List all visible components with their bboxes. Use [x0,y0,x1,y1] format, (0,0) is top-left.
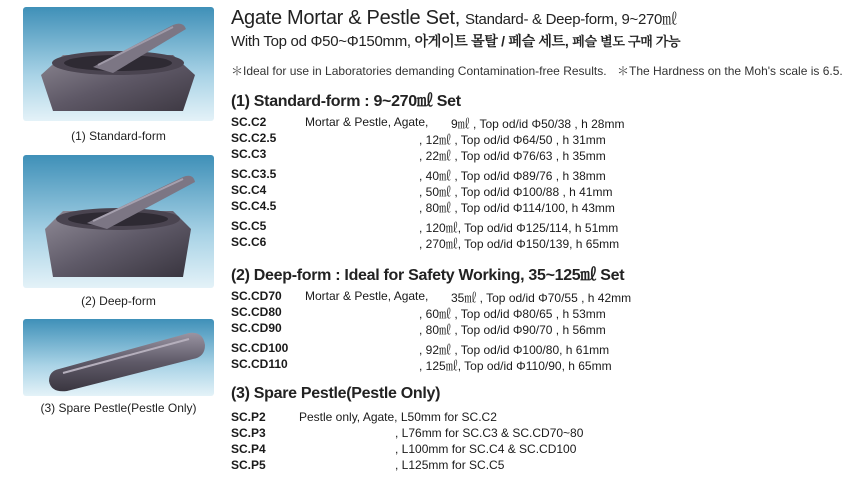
section-deep-heading: (2) Deep-form : Ideal for Safety Working, 35~125㎖ Set [231,267,625,284]
item-code: SC.C5 [231,219,267,233]
item-spec: 9㎖ , Top od/id Φ50/38 , h 28mm [451,117,625,131]
section-pestle-heading: (3) Spare Pestle(Pestle Only) [231,385,441,402]
item-spec: , 120㎖, Top od/id Φ125/114, h 51mm [419,221,619,235]
title-sub: Standard- & Deep-form, 9~270㎖ [464,11,677,28]
subtitle-en: With Top od Φ50~Φ150mm, [231,33,411,50]
subtitle-kr: 아게이트 몰탈 / 페슬 세트, [414,33,569,49]
spare-pestle-photo [23,319,214,396]
item-code: SC.P4 [231,442,266,456]
item-code: SC.CD80 [231,305,282,319]
item-spec: , 60㎖ , Top od/id Φ80/65 , h 53mm [419,307,606,321]
item-spec: , 80㎖ , Top od/id Φ90/70 , h 56mm [419,323,606,337]
item-code: SC.P3 [231,426,266,440]
title-main: Agate Mortar & Pestle Set, [231,7,460,29]
item-code: SC.P2 [231,410,266,424]
item-code: SC.C2.5 [231,131,277,145]
standard-form-caption: (1) Standard-form [71,129,166,143]
section-standard-heading: (1) Standard-form : 9~270㎖ Set [231,93,461,110]
item-code: SC.CD90 [231,321,282,335]
item-code: SC.CD70 [231,289,282,303]
page-subtitle [231,31,680,51]
item-code: SC.CD100 [231,341,289,355]
item-spec: , 40㎖ , Top od/id Φ89/76 , h 38mm [419,169,606,183]
note-lab: ＊Ideal for use in Laboratories demanding Contamination-free Results. [231,64,607,78]
page-title [231,7,677,30]
item-code: SC.CD110 [231,357,288,371]
item-code: SC.P5 [231,458,266,472]
item-spec: , L125mm for SC.C5 [395,458,505,472]
deep-form-photo [23,155,214,288]
item-spec: , 12㎖ , Top od/id Φ64/50 , h 31mm [419,133,606,147]
item-desc: Mortar & Pestle, Agate, [305,289,429,303]
item-spec: , 22㎖ , Top od/id Φ76/63 , h 35mm [419,149,606,163]
item-code: SC.C3.5 [231,167,277,181]
subtitle-kr-note: 페슬 별도 구매 가능 [572,34,681,49]
item-code: SC.C6 [231,235,267,249]
item-desc: Mortar & Pestle, Agate, [305,115,429,129]
deep-form-caption: (2) Deep-form [81,294,156,308]
item-spec: , L100mm for SC.C4 & SC.CD100 [395,442,577,456]
item-spec: , 270㎖, Top od/id Φ150/139, h 65mm [419,237,620,251]
note-hardness: ＊The Hardness on the Moh's scale is 6.5. [617,64,843,78]
item-spec: , 50㎖ , Top od/id Φ100/88 , h 41mm [419,185,613,199]
item-spec: , L76mm for SC.C3 & SC.CD70~80 [395,426,584,440]
item-spec: , 92㎖ , Top od/id Φ100/80, h 61mm [419,343,610,357]
item-spec: , 125㎖, Top od/id Φ110/90, h 65mm [419,359,612,373]
item-code: SC.C3 [231,147,267,161]
spare-pestle-caption: (3) Spare Pestle(Pestle Only) [40,401,197,415]
item-spec: 35㎖ , Top od/id Φ70/55 , h 42mm [451,291,632,305]
standard-form-photo [23,7,214,121]
item-spec: , 80㎖ , Top od/id Φ114/100, h 43mm [419,201,615,215]
item-code: SC.C2 [231,115,267,129]
item-code: SC.C4.5 [231,199,277,213]
item-desc: Pestle only, Agate, L50mm for SC.C2 [299,410,497,424]
item-code: SC.C4 [231,183,267,197]
